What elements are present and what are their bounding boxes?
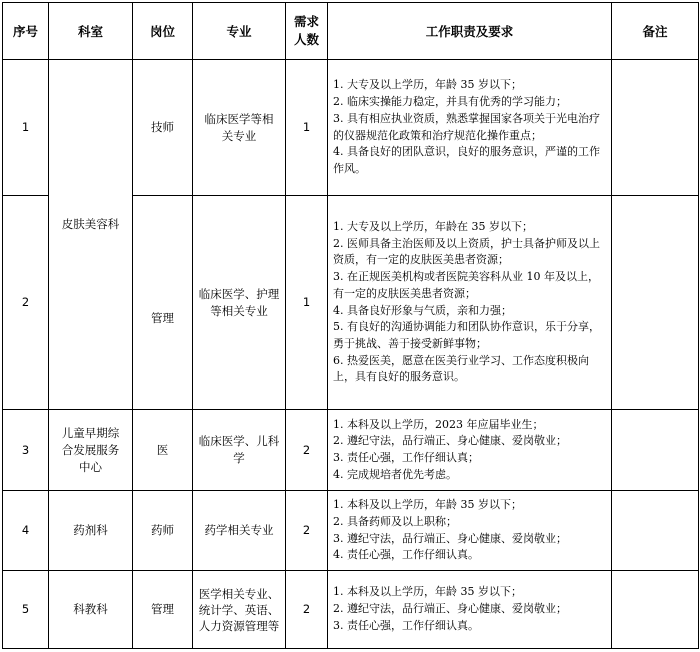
count-cell: 2: [286, 491, 328, 571]
duty-item: 1. 本科及以上学历，2023 年应届毕业生；: [333, 417, 544, 431]
duty-item: 3. 具有相应执业资质，熟悉掌握国家各项关于光电治疗的仪器规范化政策和治疗规范化操作重点；: [333, 111, 600, 142]
duty-item: 3. 责任心强，工作仔细认真；: [333, 451, 479, 464]
remark-cell: [612, 196, 699, 410]
duty-item: 5. 有良好的沟通协调能力和团队协作意识，乐于分享，勇于挑战、善于接受新鲜事物；: [333, 320, 600, 350]
count-cell: 2: [286, 571, 328, 649]
seq-cell: 5: [3, 571, 49, 649]
duty-item: 1. 本科及以上学历，年龄 35 岁以下；: [333, 585, 522, 599]
seq-cell: 4: [3, 491, 49, 571]
duty-item: 4. 具备良好的团队意识，良好的服务意识，严谨的工作作风。: [333, 145, 600, 175]
major-cell: 临床医学、儿科学: [193, 410, 286, 491]
duty-item: 2. 遵纪守法，品行端正、身心健康、爱岗敬业；: [333, 434, 567, 448]
duty-item: 2. 医师具备主治医师及以上资质，护士具备护师及以上资质，有一定的皮肤医美患者资源；: [333, 236, 600, 267]
table-row: [3, 60, 699, 196]
duty-item: 1. 大专及以上学历，年龄 35 岁以下；: [333, 78, 522, 92]
post-cell: 管理: [133, 196, 193, 410]
major-cell: 临床医学等相关专业: [193, 60, 286, 196]
duties-cell: [328, 571, 612, 649]
header-dept: 科室: [49, 3, 133, 60]
duty-item: 4. 责任心强，工作仔细认真。: [333, 548, 479, 562]
table-row: [3, 410, 699, 491]
duty-item: 2. 临床实操能力稳定，并具有优秀的学习能力；: [333, 95, 567, 109]
remark-cell: [612, 491, 699, 571]
dept-cell: 儿童早期综合发展服务中心: [49, 410, 133, 491]
remark-cell: [612, 571, 699, 649]
table-row: [3, 571, 699, 649]
seq-cell: 3: [3, 410, 49, 491]
duty-item: 3. 责任心强，工作仔细认真。: [333, 618, 479, 632]
dept-cell: 科教科: [49, 571, 133, 649]
duty-item: 2. 具备药师及以上职称；: [333, 514, 457, 528]
duty-item: 3. 在正规医美机构或者医院美容科从业 10 年及以上，有一定的皮肤医美患者资源；: [333, 270, 599, 300]
header-seq: 序号: [3, 3, 49, 60]
duty-item: 2. 遵纪守法，品行端正、身心健康、爱岗敬业；: [333, 602, 567, 616]
header-count: 需求人数: [286, 3, 328, 60]
count-cell: 1: [286, 196, 328, 410]
post-cell: 技师: [133, 60, 193, 196]
remark-cell: [612, 410, 699, 491]
duties-cell: [328, 60, 612, 196]
count-cell: 2: [286, 410, 328, 491]
duty-item: 4. 具备良好形象与气质，亲和力强；: [333, 303, 512, 317]
duties-cell: [328, 410, 612, 491]
count-cell: 1: [286, 60, 328, 196]
duties-cell: [328, 196, 612, 410]
seq-cell: 2: [3, 196, 49, 410]
duty-item: 1. 大专及以上学历，年龄在 35 岁以下；: [333, 219, 533, 233]
dept-cell: 药剂科: [49, 491, 133, 571]
major-cell: 医学相关专业、统计学、英语、人力资源管理等: [193, 571, 286, 649]
post-cell: 管理: [133, 571, 193, 649]
post-cell: 医: [133, 410, 193, 491]
post-cell: 药师: [133, 491, 193, 571]
duty-item: 1. 本科及以上学历，年龄 35 岁以下；: [333, 498, 522, 512]
header-row: [3, 3, 699, 60]
header-remark: 备注: [612, 3, 699, 60]
duty-item: 3. 遵纪守法，品行端正、身心健康、爱岗敬业；: [333, 531, 567, 545]
major-cell: 药学相关专业: [193, 491, 286, 571]
major-cell: 临床医学、护理等相关专业: [193, 196, 286, 410]
remark-cell: [612, 60, 699, 196]
duty-item: 4. 完成规培者优先考虑。: [333, 467, 457, 481]
duties-cell: [328, 491, 612, 571]
duty-item: 6. 热爱医美，愿意在医美行业学习、工作态度积极向上，具有良好的服务意识。: [333, 353, 589, 384]
header-post: 岗位: [133, 3, 193, 60]
header-major: 专业: [193, 3, 286, 60]
recruitment-table: [2, 2, 699, 649]
dept-cell: 皮肤美容科: [49, 60, 133, 410]
table-row: [3, 491, 699, 571]
header-duties: 工作职责及要求: [328, 3, 612, 60]
seq-cell: 1: [3, 60, 49, 196]
